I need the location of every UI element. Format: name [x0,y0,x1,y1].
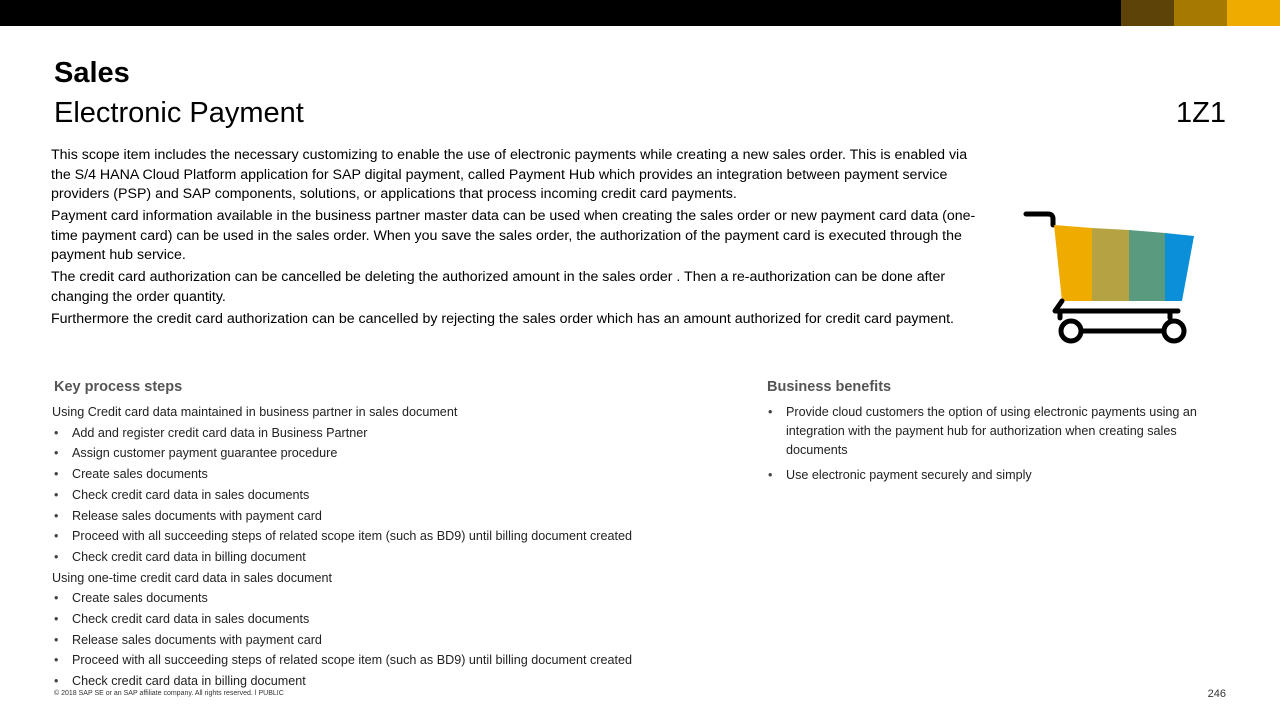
slide-title: Sales [54,57,130,89]
slide-subtitle: Electronic Payment [54,97,304,129]
step-group-label: Using one-time credit card data in sales document [52,570,333,585]
cart-stripe-1 [1054,225,1092,301]
list-item: • Release sales documents with payment card [52,630,752,651]
cart-handle [1026,214,1053,225]
step-group-label: Using Credit card data maintained in business partner in sales document [52,405,458,419]
list-item: • Add and register credit card data in Business Partner [52,423,752,444]
list-item: • Check credit card data in sales documents [52,609,752,630]
list-item: • Proceed with all succeeding steps of related scope item (such as BD9) until billing document created [52,650,752,671]
page-number: 246 [1207,688,1226,700]
cart-wheel-right [1164,321,1184,341]
list-item: • Create sales documents [52,588,752,609]
list-item: • Check credit card data in billing document [52,547,752,568]
cart-stripe-4 [1165,233,1194,301]
intro-paragraph: This scope item includes the necessary customizing to enable the use of electronic payments while creating a new sales order. This is enabled via the S/4 HANA Cloud Platform application for SAP digital payment, called Payment Hub which provides an integration between payment service providers (PSP) and SAP components, solutions, or applications that process incoming credit card payments. [51,147,968,202]
list-item: • Use electronic payment securely and simply [766,466,1216,485]
cart-stripe-3 [1129,230,1165,301]
list-item: • Check credit card data in billing document [52,671,752,692]
shopping-cart-icon [1020,208,1200,348]
brand-swatch-2 [1174,0,1227,26]
list-item: • Assign customer payment guarantee procedure [52,443,752,464]
intro-paragraph: Payment card information available in the business partner master data can be used when creating the sales order or new payment card data (one-time payment card) can be used in the sales order. When you save the sales order, the authorization of the payment card is executed through the payment hub service. [51,208,976,263]
intro-text [51,146,981,332]
intro-paragraph: Furthermore the credit card authorization can be cancelled by rejecting the sales order which has an amount authorized for credit card payment. [51,310,954,327]
brand-swatch-3 [1227,0,1280,26]
list-item: • Create sales documents [52,464,752,485]
brand-swatch-1 [1121,0,1174,26]
key-steps-heading: Key process steps [54,379,183,395]
list-item: • Check credit card data in sales documents [52,485,752,506]
intro-paragraph: The credit card authorization can be cancelled be deleting the authorized amount in the sales order . Then a re-authorization can be done after changing the order quantity. [51,269,946,305]
top-bar [0,0,1280,26]
cart-stripe-2 [1092,228,1129,301]
list-item: • Provide cloud customers the option of using electronic payments using an integration with the payment hub for authorization when creating sales documents [766,403,1216,460]
copyright-footer: © 2018 SAP SE or an SAP affiliate company. All rights reserved. ǀ PUBLIC [54,690,284,697]
scope-item-id: 1Z1 [1176,97,1226,129]
cart-frame [1055,301,1178,318]
list-item: • Proceed with all succeeding steps of related scope item (such as BD9) until billing document created [52,526,752,547]
cart-wheel-left [1061,321,1081,341]
benefits-list [766,403,1216,491]
list-item: • Release sales documents with payment card [52,506,752,527]
key-steps-list [52,402,752,692]
benefits-heading: Business benefits [767,379,892,395]
